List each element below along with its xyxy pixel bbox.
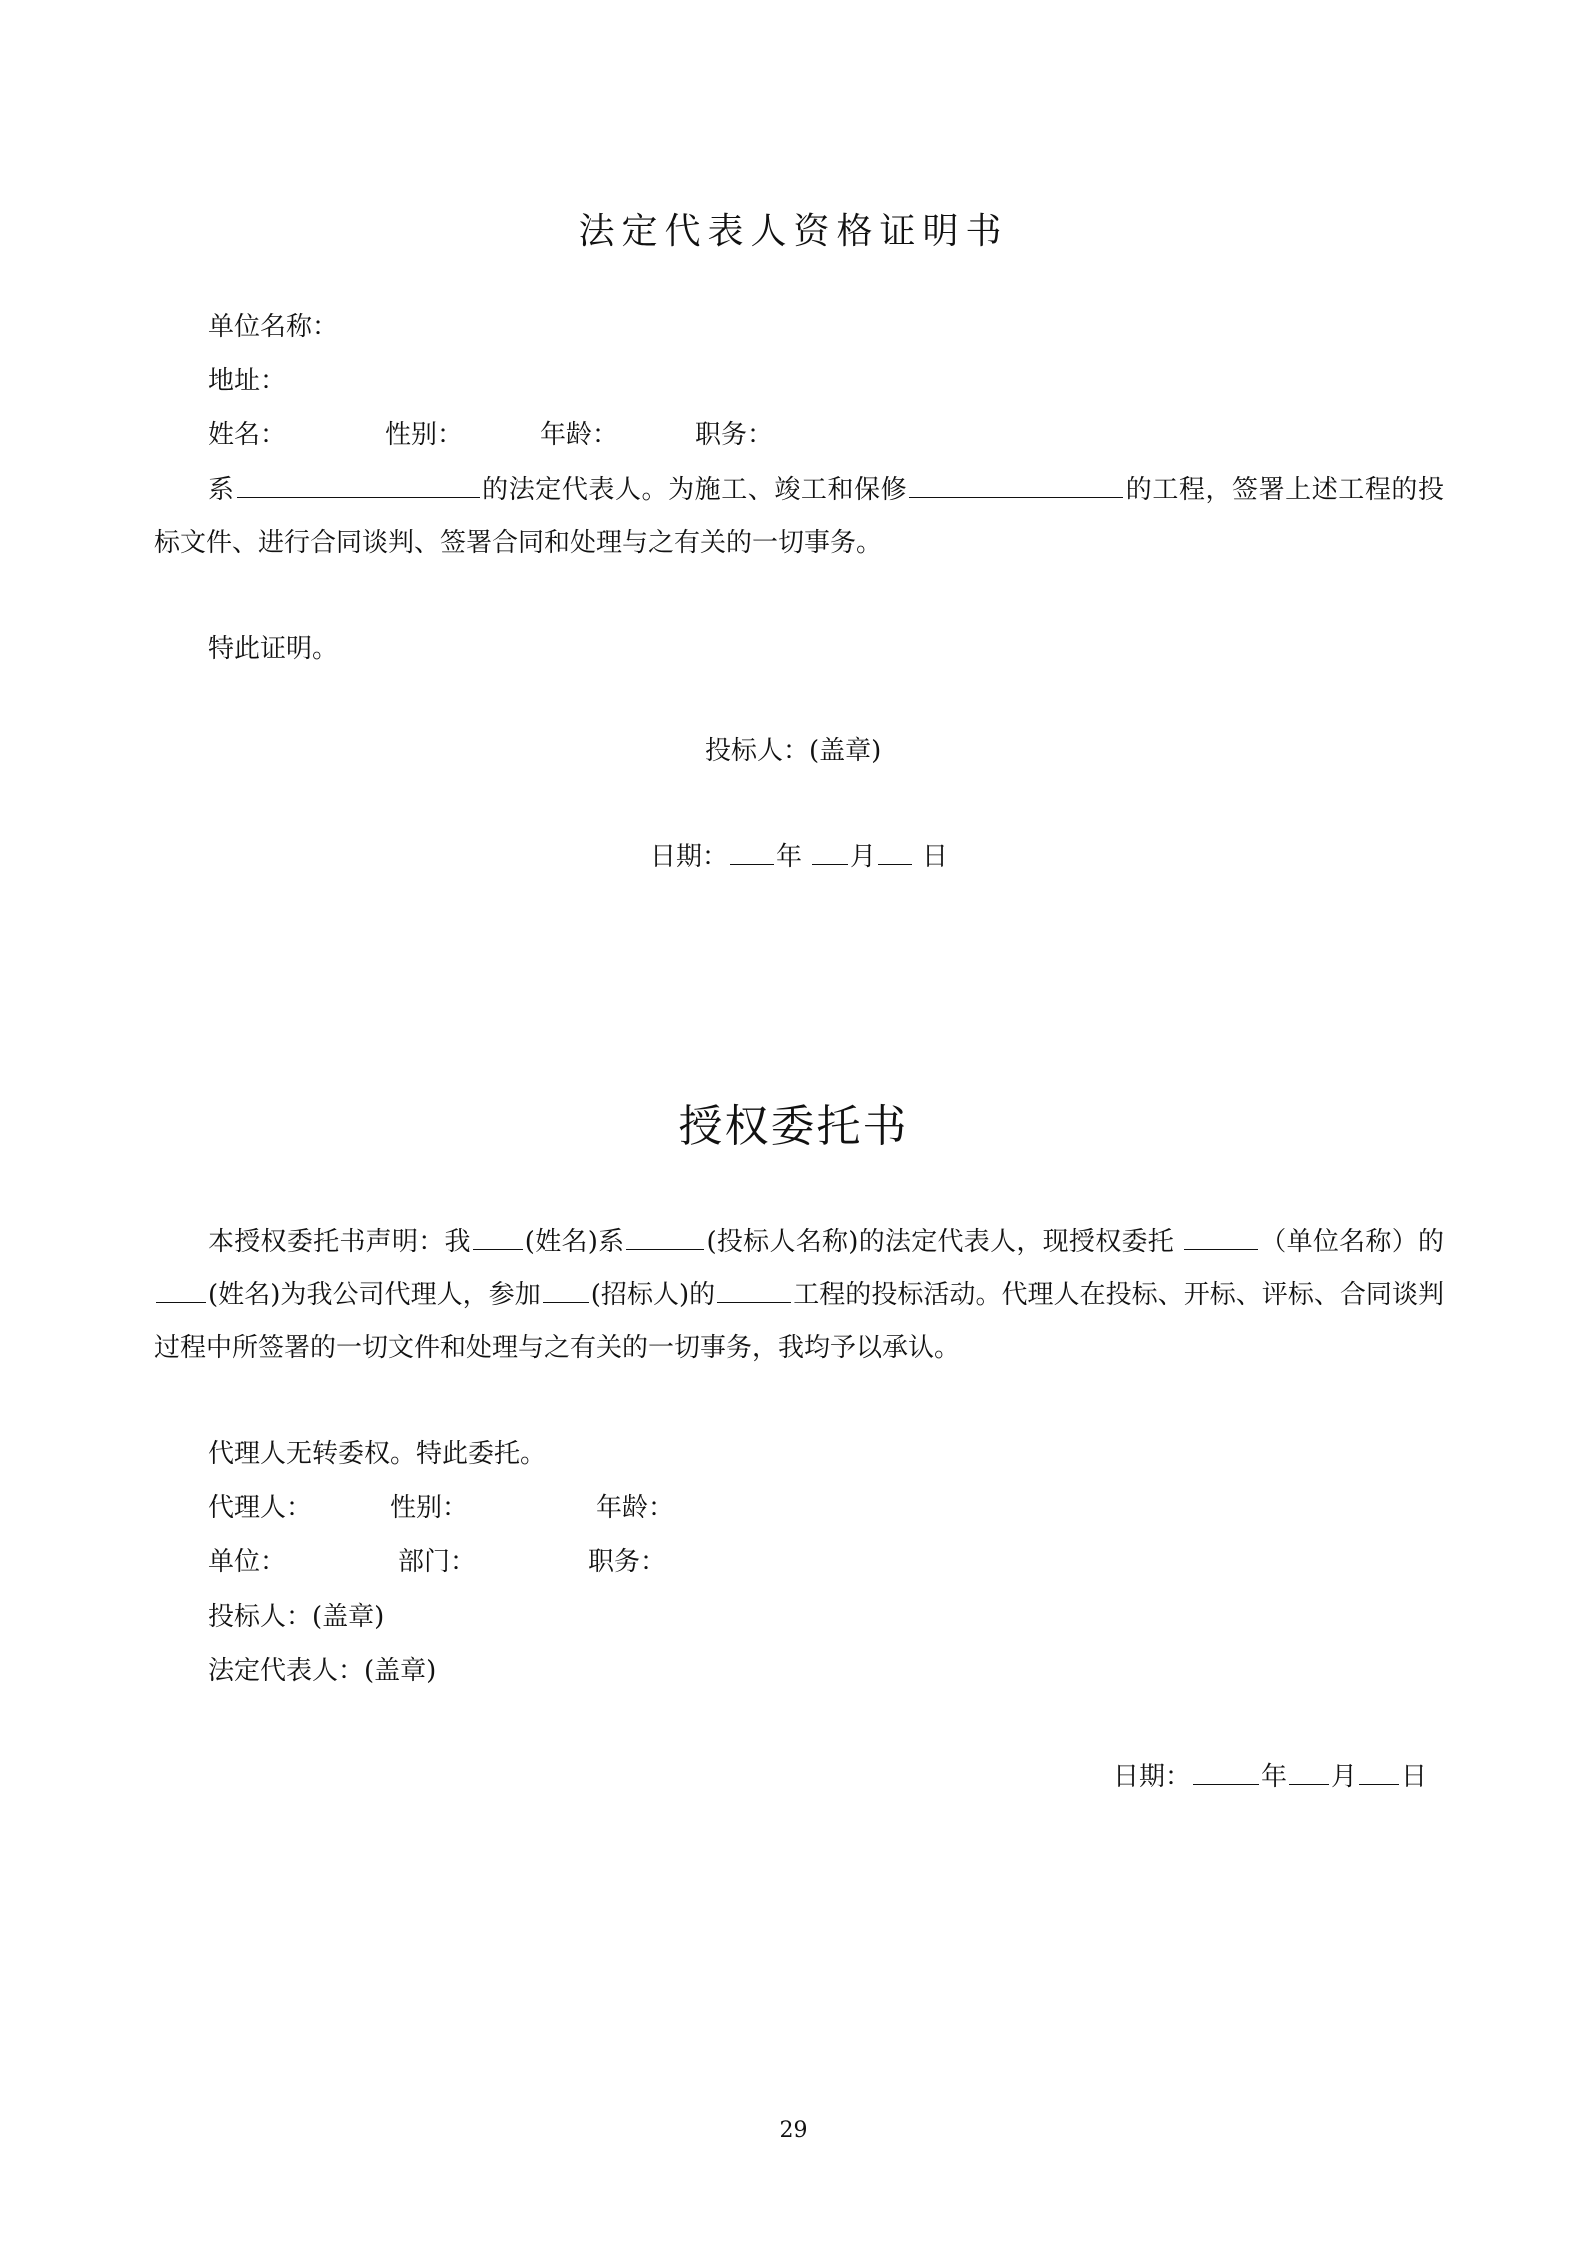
address-label: 地址： xyxy=(208,366,287,396)
no-subdelegation: 代理人无转委权。特此委托。 xyxy=(208,1439,547,1469)
cert-year-label: 年 xyxy=(776,842,803,872)
cert-para-part1: 系 xyxy=(208,475,235,505)
auth-para-part2: (姓名)系 xyxy=(524,1227,625,1257)
auth-title: 授权委托书 xyxy=(678,1101,909,1152)
cert-bidder-seal: 投标人：(盖章) xyxy=(705,736,882,766)
cert-statement-paragraph xyxy=(154,464,1444,570)
cert-day-blank xyxy=(878,838,912,865)
page-number: 29 xyxy=(779,2118,808,2143)
auth-month-blank xyxy=(1289,1758,1329,1785)
auth-bidder-name-blank xyxy=(626,1223,704,1250)
hereby-certify: 特此证明。 xyxy=(208,634,339,664)
cert-month-label: 月 xyxy=(850,842,877,872)
auth-para-part5: (姓名)为我公司代理人，参加 xyxy=(208,1280,541,1310)
auth-year-blank xyxy=(1193,1758,1259,1785)
auth-project-blank xyxy=(717,1276,791,1303)
cert-date-label: 日期： xyxy=(650,842,729,872)
name-label: 姓名： xyxy=(208,420,287,450)
cert-date-line xyxy=(650,838,948,874)
auth-date-line xyxy=(1113,1758,1427,1794)
auth-year-label: 年 xyxy=(1261,1762,1288,1792)
auth-name-blank xyxy=(473,1223,523,1250)
auth-para-part6: (招标人)的 xyxy=(590,1280,716,1310)
agent-gender-label: 性别： xyxy=(390,1493,469,1523)
agent-age-label: 年龄： xyxy=(596,1493,675,1523)
auth-bidder-seal: 投标人：(盖章) xyxy=(208,1602,385,1632)
auth-agent-name-blank xyxy=(156,1276,206,1303)
auth-para-part3: (投标人名称)的法定代表人，现授权委托 xyxy=(706,1227,1175,1257)
agent-position-label: 职务： xyxy=(588,1547,667,1577)
auth-day-label: 日 xyxy=(1401,1762,1428,1792)
project-blank xyxy=(909,471,1123,498)
gender-label: 性别： xyxy=(385,420,464,450)
cert-year-blank xyxy=(730,838,774,865)
auth-statement-paragraph xyxy=(154,1216,1444,1375)
company-blank xyxy=(237,471,480,498)
unit-name-label: 单位名称： xyxy=(208,312,339,342)
position-label: 职务： xyxy=(695,420,774,450)
auth-day-blank xyxy=(1359,1758,1399,1785)
agent-unit-label: 单位： xyxy=(208,1547,287,1577)
age-label: 年龄： xyxy=(540,420,619,450)
legal-rep-seal: 法定代表人：(盖章) xyxy=(208,1656,437,1686)
auth-tenderer-blank xyxy=(543,1276,589,1303)
agent-dept-label: 部门： xyxy=(398,1547,477,1577)
cert-day-label: 日 xyxy=(922,842,949,872)
cert-para-part3: 的工程，签署上述工程的投标文件、进行合同谈判、签署合同和处理与之有关的一切事务。 xyxy=(154,475,1444,558)
cert-month-blank xyxy=(812,838,848,865)
auth-para-part1: 本授权委托书声明：我 xyxy=(208,1227,471,1257)
auth-para-part4: （单位名称）的 xyxy=(1260,1227,1444,1257)
cert-para-part2: 的法定代表人。为施工、竣工和保修 xyxy=(481,475,908,505)
auth-unit-blank xyxy=(1184,1223,1258,1250)
auth-month-label: 月 xyxy=(1331,1762,1358,1792)
cert-title: 法定代表人资格证明书 xyxy=(578,211,1009,252)
auth-para-part7: 工程的投标活动。代理人在投标、开标、评标、合同谈判过程中所签署的一切文件和处理与之有关的一切事务，我均予以承认。 xyxy=(154,1280,1444,1363)
agent-label: 代理人： xyxy=(208,1493,313,1523)
auth-date-label: 日期： xyxy=(1113,1762,1192,1792)
